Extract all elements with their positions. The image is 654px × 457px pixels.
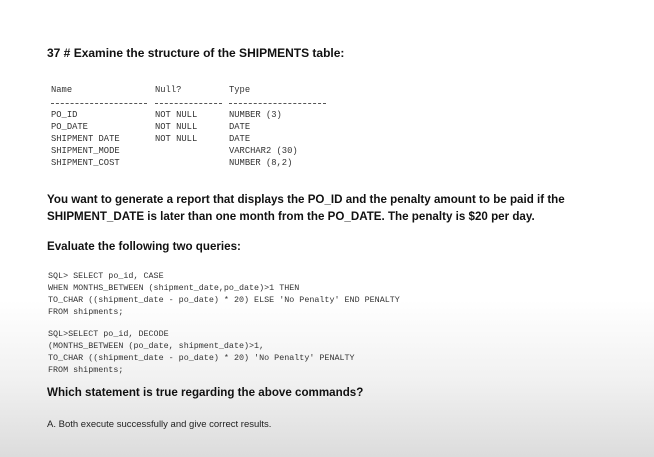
row-null: NOT NULL [155, 122, 198, 132]
row-name: SHIPMENT DATE [51, 134, 120, 144]
code-line: TO_CHAR ((shipment_date - po_date) * 20) ELSE 'No Penalty' END PENALTY [48, 295, 400, 305]
row-null: NOT NULL [155, 134, 198, 144]
answer-option-a: A. Both execute successfully and give correct results. [47, 419, 272, 430]
row-type: DATE [229, 122, 251, 132]
code-line: (MONTHS_BETWEEN (po_date, shipment_date)>1, [48, 341, 265, 351]
code-line: SQL> SELECT po_id, CASE [48, 271, 164, 281]
column-header-type: Type [229, 85, 251, 95]
header-divider-type [229, 103, 326, 104]
header-divider-name [51, 103, 147, 104]
row-name: PO_ID [51, 110, 78, 120]
code-line: WHEN MONTHS_BETWEEN (shipment_date,po_date)>1 THEN [48, 283, 300, 293]
code-line: TO_CHAR ((shipment_date - po_date) * 20) 'No Penalty' PENALTY [48, 353, 355, 363]
question-description: You want to generate a report that displays the PO_ID and the penalty amount to be paid if the SHIPMENT_DATE is later than one month from the PO_DATE. The penalty is $20 per day. [47, 193, 565, 223]
code-line: SQL>SELECT po_id, DECODE [48, 329, 169, 339]
row-name: SHIPMENT_MODE [51, 146, 120, 156]
row-type: NUMBER (8,2) [229, 158, 293, 168]
column-header-name: Name [51, 85, 73, 95]
row-name: PO_DATE [51, 122, 88, 132]
evaluate-label: Evaluate the following two queries: [47, 240, 241, 253]
code-line: FROM shipments; [48, 365, 124, 375]
row-type: NUMBER (3) [229, 110, 282, 120]
code-line: FROM shipments; [48, 307, 124, 317]
header-divider-null [155, 103, 222, 104]
column-header-null: Null? [155, 85, 182, 95]
row-type: VARCHAR2 (30) [229, 146, 298, 156]
row-null: NOT NULL [155, 110, 198, 120]
row-name: SHIPMENT_COST [51, 158, 120, 168]
question-title: 37 # Examine the structure of the SHIPMENTS table: [47, 46, 345, 60]
row-type: DATE [229, 134, 251, 144]
question-prompt: Which statement is true regarding the above commands? [47, 386, 364, 399]
